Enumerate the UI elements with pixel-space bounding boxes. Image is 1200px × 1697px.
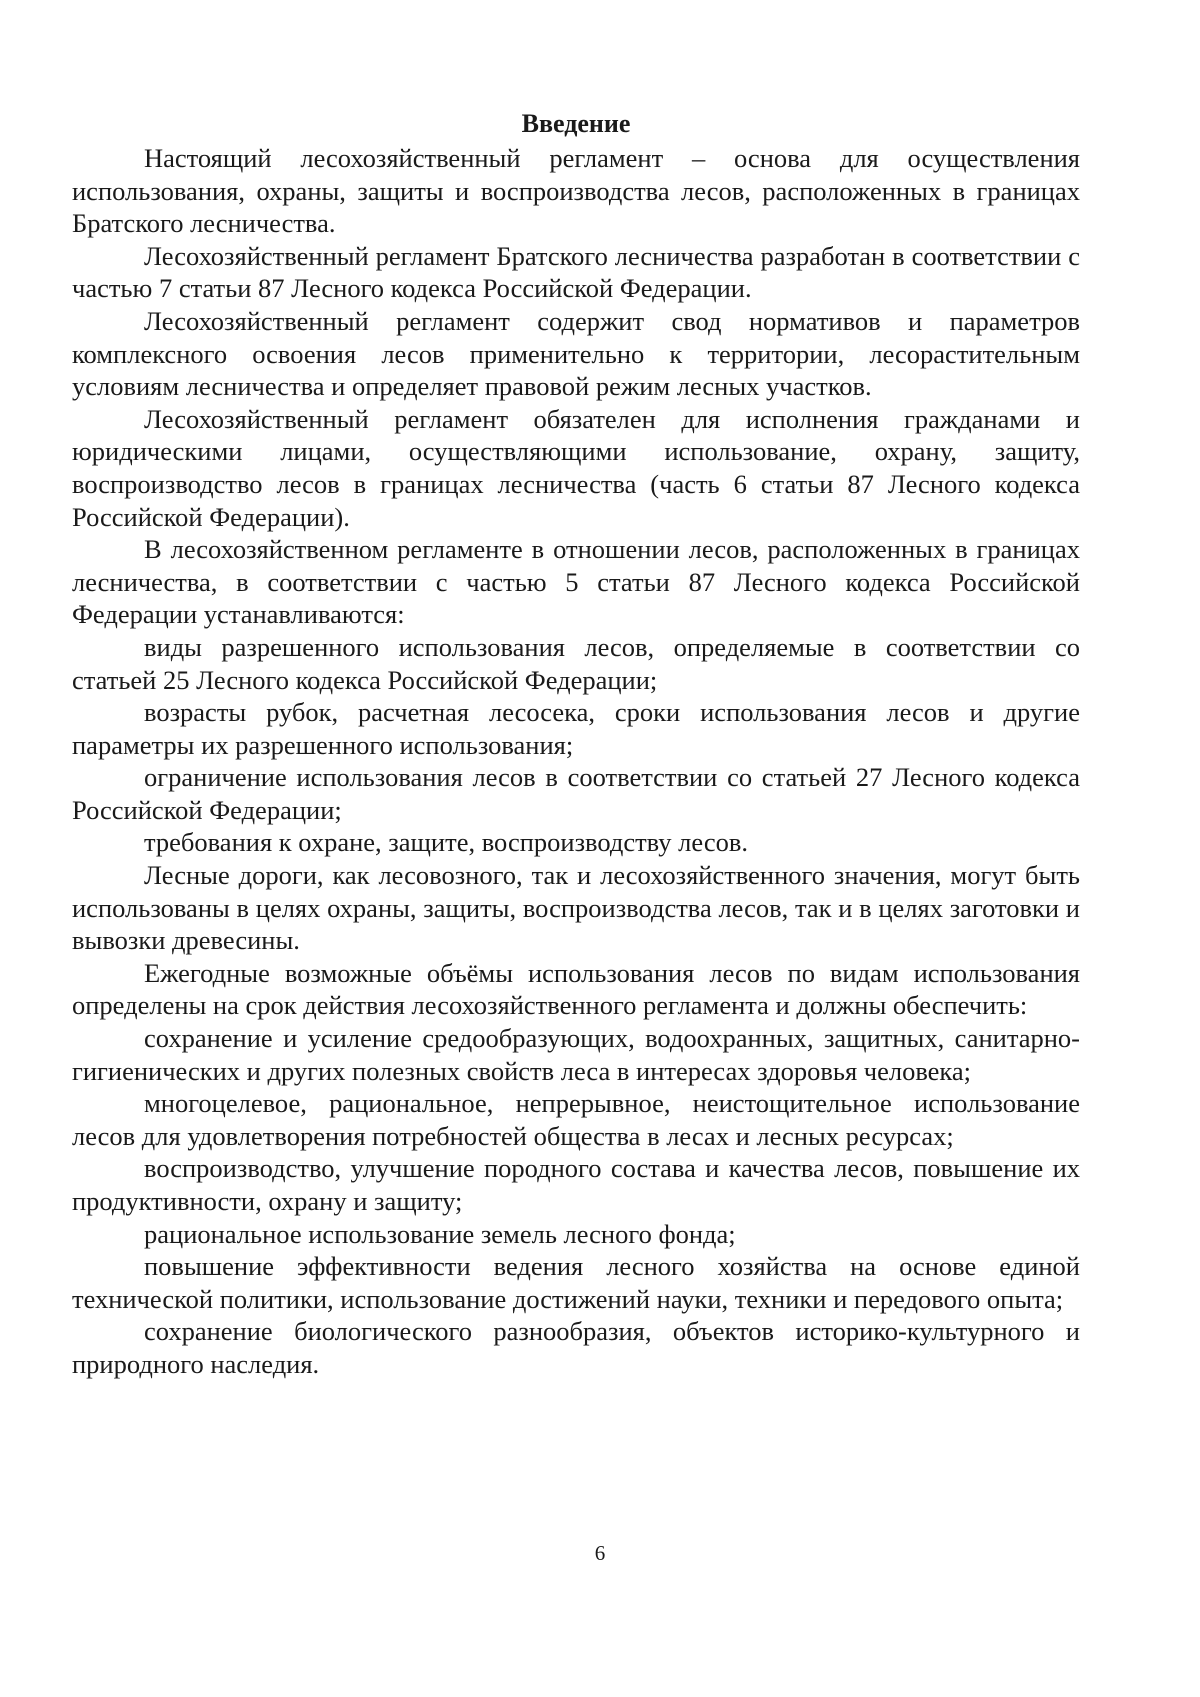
list-item: многоцелевое, рациональное, непрерывное, неистощительное использование лесов для удовлетворения потребностей общества в лесах и лесных ресурсах; [72, 1088, 1080, 1151]
list-item: повышение эффективности ведения лесного хозяйства на основе единой технической политики, использование достижений науки, техники и передового опыта; [72, 1251, 1080, 1314]
paragraph: Лесохозяйственный регламент Братского лесничества разработан в соответствии с частью 7 статьи 87 Лесного кодекса Российской Федерации. [72, 240, 1080, 304]
list-item: сохранение биологического разнообразия, объектов историко-культурного и природного наследия. [72, 1316, 1080, 1379]
list-item: сохранение и усиление средообразующих, водоохранных, защитных, санитарно-гигиенических и других полезных свойств леса в интересах здоровья человека; [72, 1023, 1080, 1086]
list-item: виды разрешенного использования лесов, определяемые в соответствии со статьей 25 Лесного кодекса Российской Федерации; [72, 631, 1080, 695]
paragraph: Лесохозяйственный регламент содержит свод нормативов и параметров комплексного освоения лесов применительно к территории, лесорастительным условиям лесничества и определяет правовой режим лесных участков. [72, 305, 1080, 402]
list-item: возрасты рубок, расчетная лесосека, сроки использования лесов и другие параметры их разрешенного использования; [72, 697, 1080, 760]
paragraph: Лесохозяйственный регламент обязателен для исполнения гражданами и юридическими лицами, осуществляющими использование, охрану, защиту, воспроизводство лесов в границах лесничества (часть 6 статьи 87 Лесного кодекса Российской Федерации). [72, 403, 1080, 532]
document-page [72, 108, 1080, 1381]
page-number: 6 [594, 1541, 606, 1565]
list-item: рациональное использование земель лесного фонда; [144, 1218, 736, 1249]
list-item: ограничение использования лесов в соответствии со статьей 27 Лесного кодекса Российской Федерации; [72, 762, 1080, 825]
paragraph: Ежегодные возможные объёмы использования лесов по видам использования определены на срок действия лесохозяйственного регламента и должны обеспечить: [72, 957, 1080, 1021]
section-title: Введение [521, 109, 631, 138]
list-item: воспроизводство, улучшение породного состава и качества лесов, повышение их продуктивности, охрану и защиту; [72, 1153, 1080, 1216]
list-item: требования к охране, защите, воспроизводству лесов. [144, 827, 748, 858]
paragraph: Настоящий лесохозяйственный регламент – основа для осуществления использования, охраны, защиты и воспроизводства лесов, расположенных в границах Братского лесничества. [72, 143, 1080, 239]
paragraph: В лесохозяйственном регламенте в отношении лесов, расположенных в границах лесничества, в соответствии с частью 5 статьи 87 Лесного кодекса Российской Федерации устанавливаются: [72, 534, 1080, 630]
paragraph: Лесные дороги, как лесовозного, так и лесохозяйственного значения, могут быть использованы в целях охраны, защиты, воспроизводства лесов, так и в целях заготовки и вывозки древесины. [72, 860, 1080, 956]
